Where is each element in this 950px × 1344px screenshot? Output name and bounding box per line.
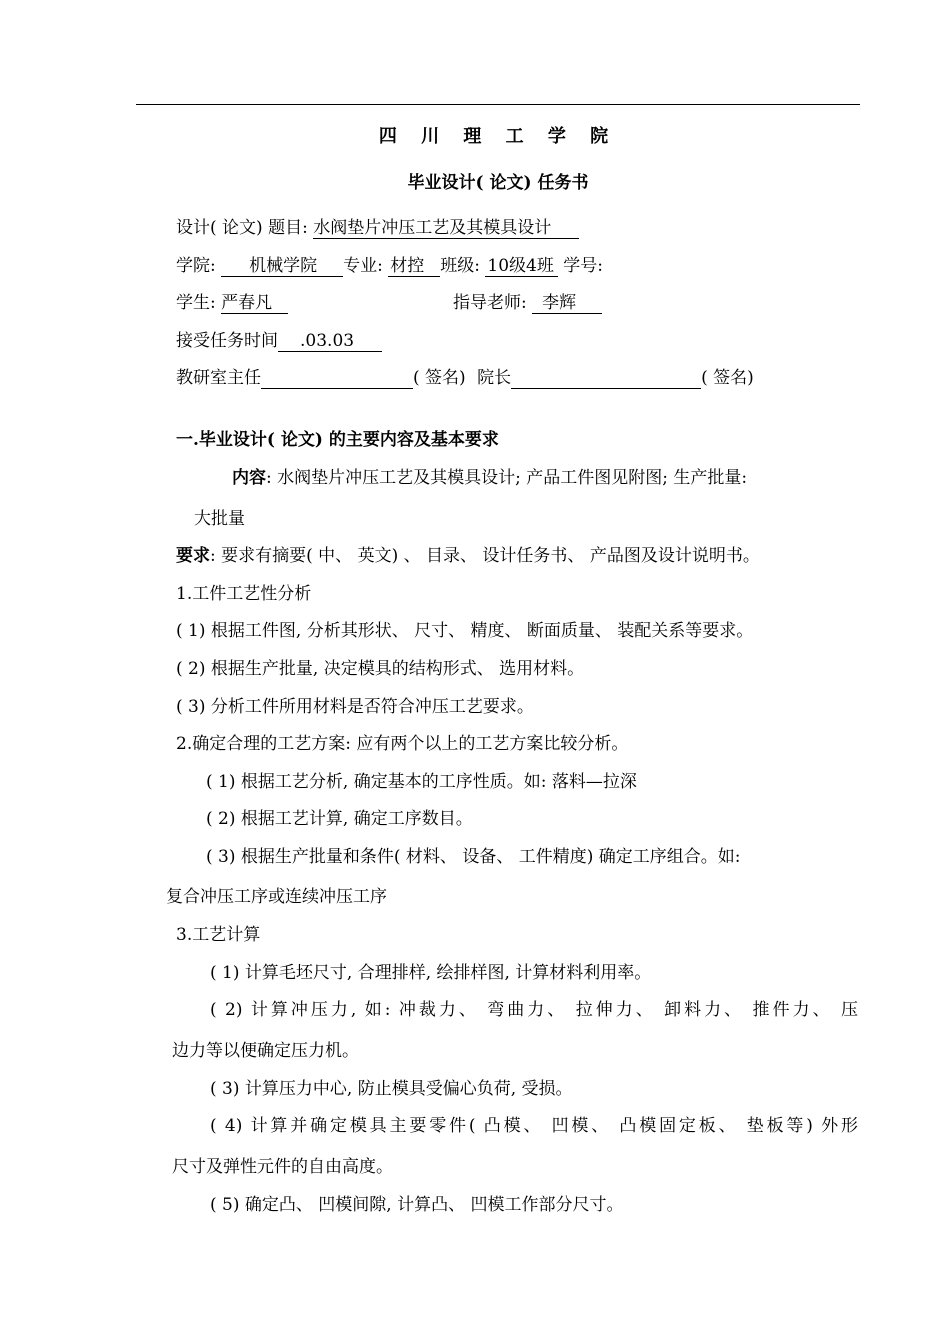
content-text: : 水阀垫片冲压工艺及其模具设计; 产品工件图见附图; 生产批量: <box>266 468 748 488</box>
list-item: ( 3) 分析工件所用材料是否符合冲压工艺要求。 <box>176 697 534 717</box>
advisor-label: 指导老师: <box>453 293 527 313</box>
header-rule <box>136 104 860 105</box>
list-item: 3.工艺计算 <box>176 925 261 945</box>
section1-heading: 一.毕业设计( 论文) 的主要内容及基本要求 <box>176 430 499 450</box>
list-item: 边力等以便确定压力机。 <box>172 1041 359 1061</box>
major-label: 专业: <box>343 256 383 276</box>
student-row <box>176 292 288 314</box>
list-item: 尺寸及弹性元件的自由高度。 <box>172 1157 393 1177</box>
list-item: 2.确定合理的工艺方案: 应有两个以上的工艺方案比较分析。 <box>176 734 629 754</box>
college-value: 机械学院 <box>221 256 343 277</box>
list-item: ( 1) 计算毛坯尺寸, 合理排样, 绘排样图, 计算材料利用率。 <box>210 963 652 983</box>
requirements-line <box>176 545 760 567</box>
time-row <box>176 330 382 352</box>
topic-label: 设计( 论文) 题目: <box>176 218 308 238</box>
list-item: 1.工件工艺性分析 <box>176 584 312 604</box>
director-label: 教研室主任 <box>176 368 261 388</box>
dean-sign-hint: ( 签名) <box>701 368 754 388</box>
time-label: 接受任务时间 <box>176 331 278 351</box>
student-no-label: 学号: <box>563 256 604 276</box>
school-name: 四 川 理 工 学 院 <box>378 126 618 147</box>
advisor-value: 李辉 <box>532 293 602 314</box>
list-item: ( 5) 确定凸、 凹模间隙, 计算凸、 凹模工作部分尺寸。 <box>210 1195 624 1215</box>
requirements-text: : 要求有摘要( 中、 英文) 、 目录、 设计任务书、 产品图及设计说明书。 <box>210 546 760 566</box>
director-sign-hint: ( 签名) <box>413 368 466 388</box>
document-title: 毕业设计( 论文) 任务书 <box>407 173 589 193</box>
list-item: ( 1) 根据工艺分析, 确定基本的工序性质。如: 落料—拉深 <box>206 772 637 792</box>
advisor-row <box>453 292 602 314</box>
signature-row <box>176 367 754 389</box>
requirements-label: 要求 <box>176 546 210 566</box>
dean-label: 院长 <box>477 368 512 388</box>
content-line-2: 大批量 <box>194 509 245 529</box>
list-item: ( 2) 根据工艺计算, 确定工序数目。 <box>206 809 473 829</box>
college-label: 学院: <box>176 256 216 276</box>
class-label: 班级: <box>440 256 481 276</box>
topic-value: 水阀垫片冲压工艺及其模具设计 <box>313 218 579 239</box>
dean-signature-line <box>511 368 701 389</box>
list-item: 复合冲压工序或连续冲压工序 <box>166 887 387 907</box>
college-row <box>176 255 603 277</box>
topic-row <box>176 217 579 239</box>
content-label: 内容 <box>232 468 266 488</box>
list-item: ( 3) 计算压力中心, 防止模具受偏心负荷, 受损。 <box>210 1079 573 1099</box>
list-item: ( 3) 根据生产批量和条件( 材料、 设备、 工件精度) 确定工序组合。如: <box>206 847 741 867</box>
time-value: .03.03 <box>278 331 382 352</box>
list-item: ( 4) 计算并确定模具主要零件( 凸模、 凹模、 凸模固定板、 垫板等) 外形 <box>210 1116 858 1136</box>
student-value: 严春凡 <box>221 293 288 314</box>
list-item: ( 1) 根据工件图, 分析其形状、 尺寸、 精度、 断面质量、 装配关系等要求。 <box>176 621 754 641</box>
list-item: ( 2) 计算冲压力, 如: 冲裁力、 弯曲力、 拉伸力、 卸料力、 推件力、 压 <box>210 1000 858 1020</box>
list-item: ( 2) 根据生产批量, 决定模具的结构形式、 选用材料。 <box>176 659 585 679</box>
student-label: 学生: <box>176 293 216 313</box>
content-line <box>232 467 747 489</box>
major-value: 材控 <box>388 256 440 277</box>
director-signature-line <box>261 368 413 389</box>
class-value: 10级4班 <box>485 256 557 277</box>
